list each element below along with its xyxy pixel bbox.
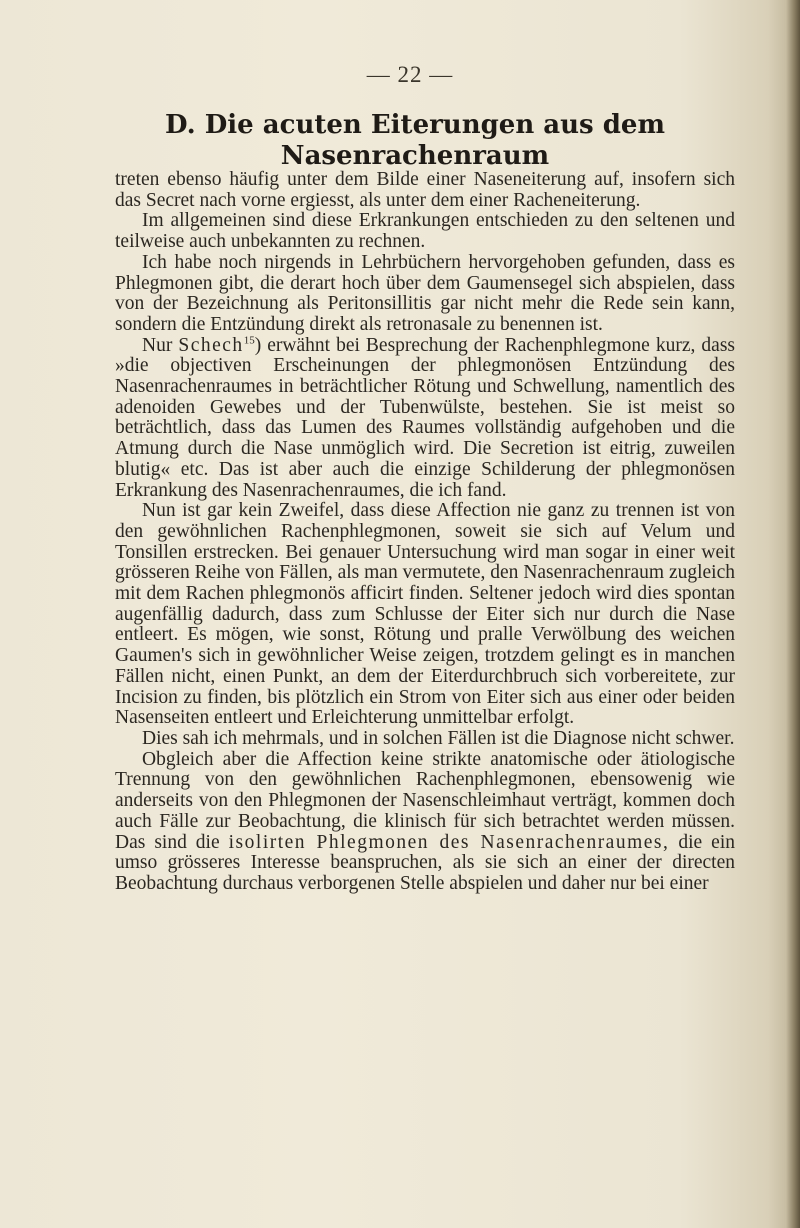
paragraph-7-end: die ein umso grösseres Interesse beanspruchen, als sie sich an einer der directen Beobachtung durchaus verborgenen Stelle abspielen und daher nur bei einer [115,831,736,894]
footnote-reference: 15 [243,334,255,347]
paragraph-7 [115,750,735,895]
paragraph-4 [115,336,735,502]
page-number: — 22 — [366,62,454,87]
heading-line-1: D. Die acuten Eiterungen aus dem [165,110,665,140]
page-edge-shadow [786,0,800,1228]
paragraph-6: Dies sah ich mehrmals, und in solchen Fällen ist die Diagnose nicht schwer. [142,727,735,749]
paragraph-2: Im allgemeinen sind diese Erkrankungen entschieden zu den seltenen und teilweise auch unbekannten zu rechnen. [115,210,735,253]
paragraph-3: Ich habe noch nirgends in Lehrbüchern hervorgehoben gefunden, dass es Phlegmonen gibt, die derart hoch über dem Gaumensegel sich abspielen, dass von der Bezeichnung als Peritonsillitis gar nicht mehr die Rede sein kann, sondern die Entzündung direkt als retronasale zu benennen ist. [115,251,735,335]
heading-line-2: Nasenrachenraum [280,141,550,171]
body-text [115,170,735,895]
paragraph-7-start: Obgleich aber die Affection keine strikte anatomische oder ätiologische Trennung von den gewöhnlichen Rachenphlegmonen, ebensowenig wie anderseits von den Phlegmonen der Nasenschleimhaut verträgt, kommen doch auch Fälle zur Beobachtung, die klinisch für sich betrachtet werden müssen. Das sind die [115,748,735,853]
paragraph-4-text: ) erwähnt bei Besprechung der Rachenphlegmone kurz, dass »die objectiven Erscheinungen der phlegmonösen Entzündung des Nasenrachenraumes in beträchtlicher Rötung und Schwellung, namentlich des adenoiden Gewebes und der Tubenwülste, bestehen. Sie ist meist so beträchtlich, dass das Lumen des Raumes vollständig aufgehoben und die Atmung durch die Nase unmöglich wird. Die Secretion ist eitrig, zuweilen blutig« etc. Das ist aber auch die einzige Schilderung der phlegmonösen Erkrankung des Nasenrachenraumes, die ich fand. [115,334,736,501]
paragraph-4-prefix: Nur [142,334,173,356]
emphasized-term: isolirten Phlegmonen des Nasenrachenraumes, [228,831,670,853]
paragraph-1: treten ebenso häufig unter dem Bilde einer Naseneiterung auf, insofern sich das Secret nach vorne ergiesst, als unter dem einer Racheneiterung. [115,169,735,211]
paragraph-5: Nun ist gar kein Zweifel, dass diese Affection nie ganz zu trennen ist von den gewöhnlichen Rachenphlegmonen, soweit sie sich auf Velum und Tonsillen erstrecken. Bei genauer Untersuchung wird man sogar in einer weit grösseren Reihe von Fällen, als man vermutete, den Nasenrachenraum zugleich mit dem Rachen phlegmonös afficirt finden. Seltener jedoch wird dies spontan augenfällig dadurch, dass zum Schlusse der Eiter sich nur durch die Nase entleert. Es mögen, wie sonst, Rötung und pralle Verwölbung des weichen Gaumen's sich in gewöhnlicher Weise zeigen, trotzdem gelingt es in manchen Fällen nicht, einen Punkt, an dem der Eiterdurchbruch sich vorbereitete, zur Incision zu finden, bis plötzlich ein Strom von Eiter sich aus einer oder beiden Nasenseiten entleert und Erleichterung unmittelbar erfolgt. [115,500,735,729]
section-heading [0,110,800,172]
cited-author: Schech [178,334,244,356]
